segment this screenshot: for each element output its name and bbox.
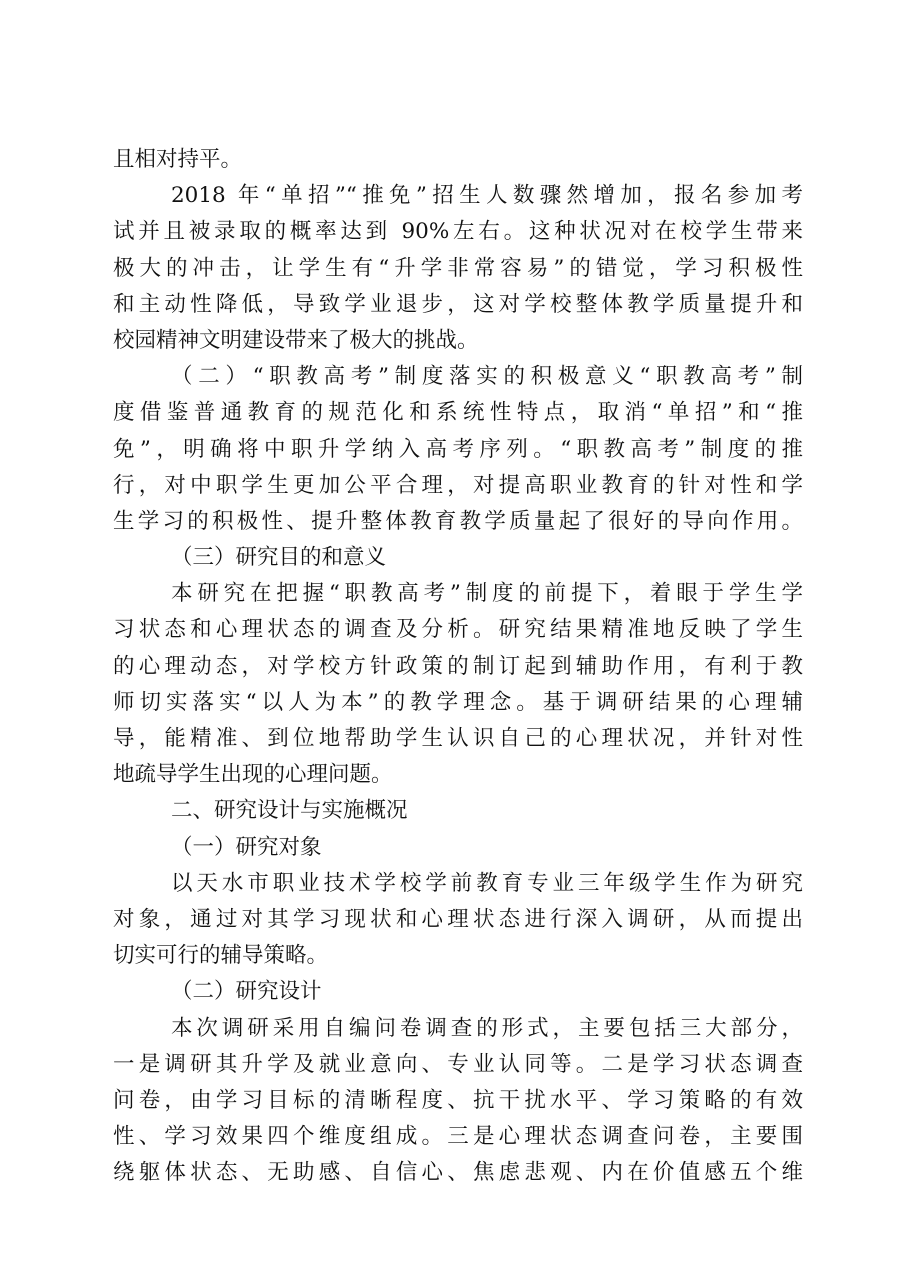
text-line: 试并且被录取的概率达到 90%左右。这种状况对在校学生带来 [113, 219, 803, 245]
text-line: 免”，明确将中职升学纳入高考序列。“职教高考”制度的推 [113, 436, 803, 462]
text-line: 生学习的积极性、提升整体教育教学质量起了很好的导向作用。 [113, 508, 803, 534]
text-line: 的心理动态，对学校方针政策的制订起到辅助作用，有利于教 [113, 653, 803, 679]
text-line: 性、学习效果四个维度组成。三是心理状态调查问卷，主要围 [113, 1124, 803, 1150]
section-heading: （一）研究对象 [171, 834, 322, 860]
text-line: 以天水市职业技术学校学前教育专业三年级学生作为研究 [171, 870, 803, 896]
text-line: 本次调研采用自编问卷调查的形式，主要包括三大部分， [171, 1015, 803, 1041]
text-line: 且相对持平。 [113, 147, 243, 172]
text-line: 极大的冲击，让学生有“升学非常容易”的错觉，学习积极性 [113, 255, 803, 281]
text-line: 问卷，由学习目标的清晰程度、抗干扰水平、学习策略的有效 [113, 1087, 803, 1113]
text-line: 绕躯体状态、无助感、自信心、焦虑悲观、内在价值感五个维 [113, 1160, 803, 1186]
section-heading: （二）研究设计 [171, 979, 322, 1005]
text-line: 校园精神文明建设带来了极大的挑战。 [113, 327, 479, 353]
section-heading-line: （二）“职教高考”制度落实的积极意义“职教高考”制 [171, 364, 803, 390]
text-line: 师切实落实“以人为本”的教学理念。基于调研结果的心理辅 [113, 689, 803, 715]
text-line: 本研究在把握“职教高考”制度的前提下，着眼于学生学 [171, 581, 803, 607]
text-line: 导，能精准、到位地帮助学生认识自己的心理状况，并针对性 [113, 726, 803, 751]
text-line: 行，对中职学生更加公平合理，对提高职业教育的针对性和学 [113, 472, 803, 498]
text-line: 度借鉴普通教育的规范化和系统性特点，取消“单招”和“推 [113, 400, 803, 426]
text-line: 切实可行的辅导策略。 [113, 943, 329, 969]
text-line: 2018 年“单招”“推免”招生人数骤然增加，报名参加考 [171, 183, 803, 209]
text-line: 和主动性降低，导致学业退步，这对学校整体教学质量提升和 [113, 291, 803, 317]
chapter-heading: 二、研究设计与实施概况 [171, 798, 408, 824]
text-line: 对象，通过对其学习现状和心理状态进行深入调研，从而提出 [113, 906, 803, 932]
text-line: 习状态和心理状态的调查及分析。研究结果精准地反映了学生 [113, 617, 803, 643]
body-text [113, 142, 803, 1191]
text-line: 地疏导学生出现的心理问题。 [113, 762, 393, 788]
text-line: 一是调研其升学及就业意向、专业认同等。二是学习状态调查 [113, 1051, 803, 1077]
section-heading: （三）研究目的和意义 [171, 545, 387, 571]
